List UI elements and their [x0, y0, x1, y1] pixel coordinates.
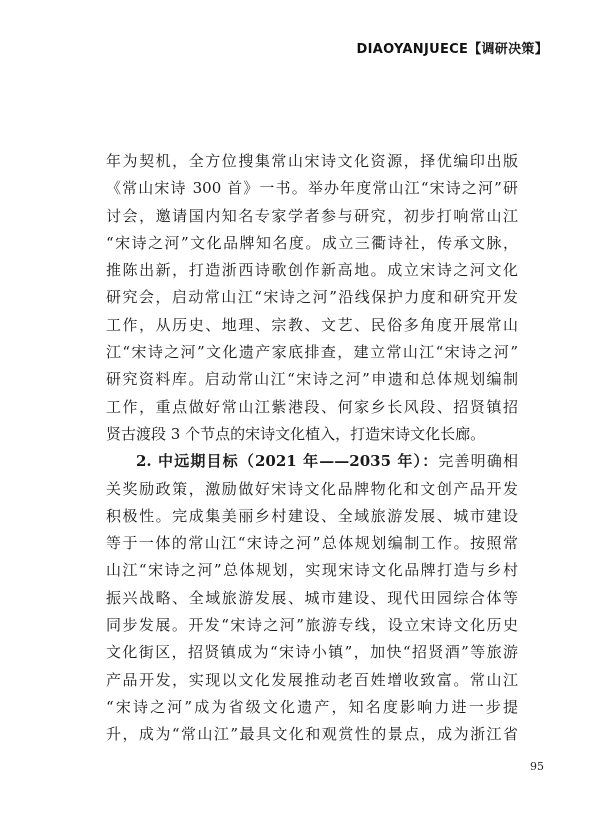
text-line: 讨会，邀请国内知名专家学者参与研究，初步打响常山江 [106, 206, 518, 225]
header-section-label: 【调研决策】 [468, 42, 548, 57]
text-line: 关奖励政策，激励做好宋诗文化品牌物化和文创产品开发 [106, 479, 518, 498]
text-line: 振兴战略、全域旅游发展、城市建设、现代田园综合体等 [106, 588, 518, 607]
text-line: “宋诗之河”文化品牌知名度。成立三衢诗社，传承文脉， [106, 233, 518, 252]
text-line: 文化街区，招贤镇成为“宋诗小镇”，加快“招贤酒”等旅游 [106, 643, 518, 662]
section-heading: 2. 中远期目标（2021 年——2035 年）： [136, 452, 439, 471]
paragraph-2 [106, 448, 518, 748]
header-latin-text: DIAOYANJUECE [356, 42, 469, 57]
text-line: 积极性。完成集美丽乡村建设、全域旅游发展、城市建设 [106, 506, 518, 525]
text-line: 贤古渡段 3 个节点的宋诗文化植入，打造宋诗文化长廊。 [106, 424, 486, 443]
text-line: 年为契机，全方位搜集常山宋诗文化资源，择优编印出版 [106, 152, 518, 170]
text-line [106, 448, 518, 475]
body-text [106, 148, 518, 749]
text-line: 等于一体的常山江“宋诗之河”总体规划编制工作。按照常 [106, 534, 518, 553]
text-line: 工作，重点做好常山江紫港段、何家乡长风段、招贤镇招 [106, 397, 518, 416]
text-line: 产品开发，实现以文化发展推动老百姓增收致富。常山江 [106, 670, 518, 689]
paragraph-1 [106, 148, 518, 448]
text-line: 推陈出新，打造浙西诗歌创作新高地。成立宋诗之河文化 [106, 261, 518, 280]
text-line: 升，成为“常山江”最具文化和观赏性的景点，成为浙江省 [106, 725, 518, 744]
running-header [357, 38, 549, 57]
text-line: 同步发展。开发“宋诗之河”旅游专线，设立宋诗文化历史 [106, 616, 518, 635]
text-line: 江“宋诗之河”文化遗产家底排查，建立常山江“宋诗之河” [106, 343, 518, 362]
text-line: 山江“宋诗之河”总体规划，实现宋诗文化品牌打造与乡村 [106, 561, 518, 580]
text-line: 研究资料库。启动常山江“宋诗之河”申遗和总体规划编制 [106, 370, 518, 389]
text-line: 《常山宋诗 300 首》一书。举办年度常山江“宋诗之河”研 [106, 179, 518, 198]
text-line: 研究会，启动常山江“宋诗之河”沿线保护力度和研究开发 [106, 288, 518, 307]
page-number: 95 [530, 760, 544, 773]
text-line: “宋诗之河”成为省级文化遗产，知名度影响力进一步提 [106, 697, 518, 716]
text-line: 工作，从历史、地理、宗教、文艺、民俗多角度开展常山 [106, 315, 518, 334]
heading-continuation: 完善明确相 [438, 452, 518, 471]
